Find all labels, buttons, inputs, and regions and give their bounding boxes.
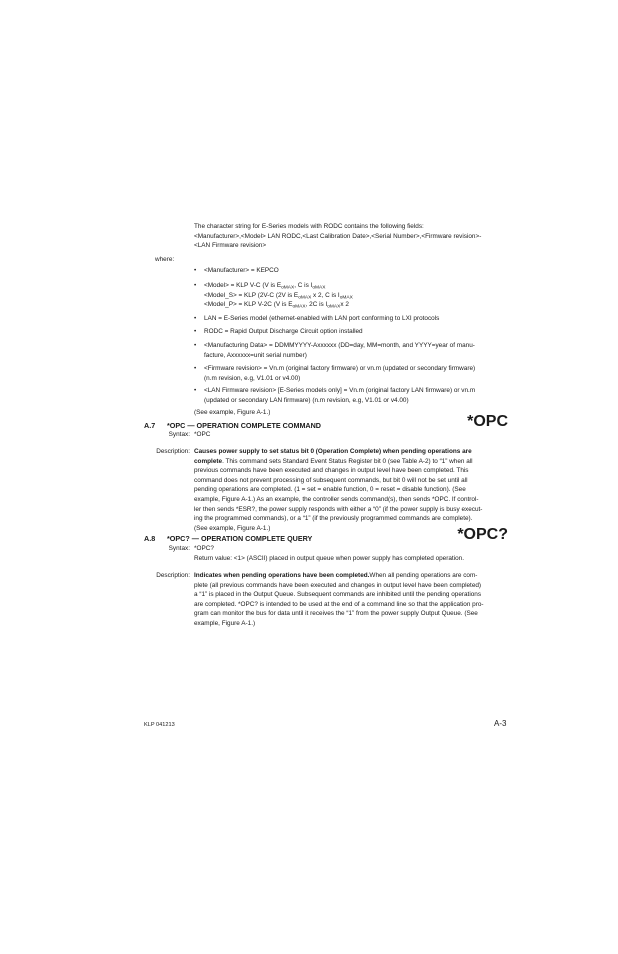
bullet-text: (updated or secondary LAN firmware) (n.m revision, e.g, V1.01 or v4.00) [204, 396, 409, 404]
syntax-value: *OPC? [194, 545, 214, 552]
command-label: *OPC [467, 413, 508, 430]
description-line: complete. This command sets Standard Event Status Register bit 0 (see Table A-2) to “1” when all [194, 457, 473, 465]
description-line: (See example, Figure A-1.) [194, 524, 271, 532]
description-line: ler then sends *ESR?, the power supply responds with either a “0” (if the power supply is busy execut- [194, 505, 483, 513]
bullet-text: LAN = E-Series model (ethernet-enabled with LAN port conforming to LXI protocols [204, 315, 440, 322]
description-line: previous commands have been executed and changes in output level have been completed. This [194, 467, 469, 475]
bullet-text: <Manufacturer> = KEPCO [204, 267, 279, 274]
where-label: where: [155, 256, 175, 263]
description-line: plete (all previous commands have been executed and changes in output level have been completed) [194, 581, 482, 589]
description-line: a “1” is placed in the Output Queue. Subsequent commands are inhibited until the pending operations [194, 591, 482, 599]
intro-line: <LAN Firmware revision> [194, 242, 267, 250]
bullet-text: (n.m revision, e.g, V1.01 or v4.00) [204, 374, 301, 382]
section-title: *OPC? — OPERATION COMPLETE QUERY [167, 534, 313, 543]
bullet-icon: • [194, 342, 197, 349]
description-line: example, Figure A-1.) [194, 619, 256, 627]
bullet-icon: • [194, 328, 197, 335]
intro-line: The character string for E-Series models with RODC contains the following fields: [194, 223, 424, 230]
bullet-icon: • [194, 387, 197, 394]
syntax-value: *OPC [194, 431, 211, 438]
footer-doc-id: KLP 041213 [144, 722, 175, 728]
intro-block [194, 222, 510, 251]
return-value: Return value: <1> (ASCII) placed in output queue when power supply has completed operation. [194, 554, 464, 562]
model-line: <Model_P> = KLP V-2C (V is $E_{oMAX}$, 2C is $I_{oMAX}x$ 2 [204, 301, 349, 310]
description-line: are completed. *OPC? is intended to be used at the end of a command line so that the application pro- [194, 600, 484, 608]
description-line: gram can monitor the bus for data until it receives the “1” from the power supply Output Queue. (See [194, 610, 478, 618]
section-title: *OPC — OPERATION COMPLETE COMMAND [167, 421, 322, 430]
syntax-label: Syntax: [168, 545, 190, 552]
see-example: (See example, Figure A-1.) [194, 409, 271, 416]
description-label: Description: [156, 572, 190, 579]
section-number: A.7 [144, 421, 156, 430]
description-label: Description: [156, 448, 190, 455]
command-label: *OPC? [457, 526, 508, 543]
description-text [194, 571, 510, 629]
bullet-text: <Manufacturing Data> = DDMMYYYY-Axxxxxx (DD=day, MM=month, and YYYY=year of manu- [204, 342, 475, 349]
model-line: <Model> = KLP V-C (V is $E_{oMAX}$, C is $I_{oMAX}$ [204, 282, 326, 291]
syntax-label: Syntax: [168, 431, 190, 438]
footer-page-number: A-3 [494, 719, 507, 728]
bullet-icon: • [194, 267, 197, 274]
description-line: Causes power supply to set status bit 0 (Operation Complete) when pending operations are [194, 448, 472, 455]
model-definitions [204, 281, 510, 310]
description-line: Indicates when pending operations have been completed.When all pending operations are com- [194, 572, 478, 579]
bullet-text: <LAN Firmware revision> [E-Series models only] = Vn.m (original factory LAN firmware) or vn.m [204, 387, 476, 394]
syntax-block [194, 544, 510, 563]
bullet-icon: • [194, 282, 197, 289]
bullet-text: <Firmware revision> = Vn.m (original factory firmware) or vn.m (updated or secondary firmware) [204, 365, 476, 372]
bullet-text: facture, Axxxxxx=unit serial number) [204, 351, 307, 359]
description-line: pending operations are completed. (1 = set = enable function, 0 = reset = disable function). (See [194, 486, 466, 494]
description-line: example, Figure A-1.) As an example, the controller sends command(s), then sends *OPC. If control- [194, 495, 479, 503]
description-line: command does not prevent processing of subsequent commands, but bit 0 will not be set until all [194, 476, 468, 484]
bullet-text: RODC = Rapid Output Discharge Circuit option installed [204, 328, 363, 335]
section-number: A.8 [144, 534, 156, 543]
model-line: <Model_S> = KLP (2V-C (2V is $E_{oMAX}$ x 2, C is $I_{oMAX}$ [204, 291, 353, 301]
bullet-icon: • [194, 365, 197, 372]
bullet-icon: • [194, 315, 197, 322]
section-a8-heading [144, 526, 510, 546]
description-line: ing the programmed commands), or a “1” (if the previously programmed commands are complete). [194, 515, 473, 523]
intro-line: <Manufacturer>,<Model> LAN RODC,<Last Calibration Date>,<Serial Number>,<Firmware revision>- [194, 232, 482, 240]
description-text [194, 447, 510, 533]
